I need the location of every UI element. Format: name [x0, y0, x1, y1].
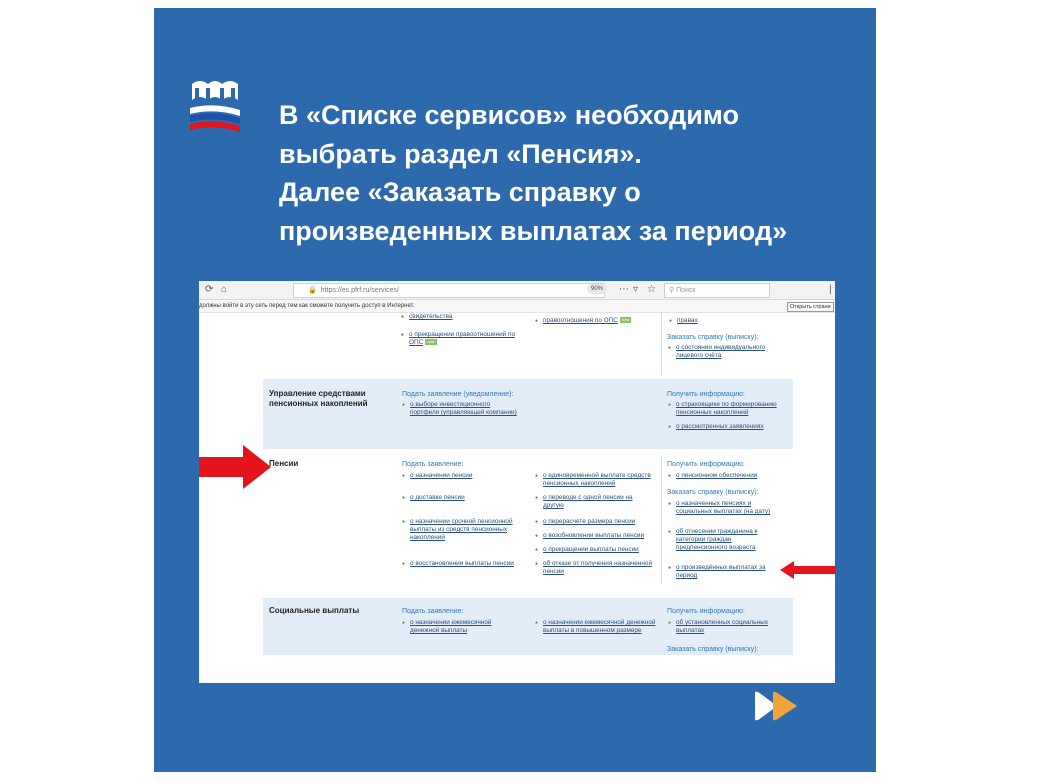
pensions-apply-header: Подать заявление: — [402, 461, 464, 468]
headline-line-2: выбрать раздел «Пенсия». — [279, 138, 642, 169]
section-title-pensions: Пенсии — [269, 459, 299, 468]
savings-apply-header: Подать заявление (уведомление): — [402, 391, 514, 398]
link-investment-portfolio[interactable]: ● о выборе инвестиционного портфеля (управляющей компании) — [410, 401, 520, 417]
more-icon[interactable]: ⋯ — [619, 284, 629, 295]
reload-icon[interactable]: ⟳ — [205, 284, 214, 295]
social-info-header: Получить информацию: — [667, 608, 745, 615]
link-urgent-payment[interactable]: ● о назначении срочной пенсионной выплаты из средств пенсионных накоплений — [410, 518, 530, 542]
library-icon[interactable]: | — [829, 284, 832, 295]
order-statement-header: Заказать справку (выписку): — [667, 334, 759, 341]
headline-line-4: произведенных выплатах за период» — [279, 215, 788, 246]
link-recalculation[interactable]: ● о перерасчете размера пенсии — [543, 518, 653, 526]
zoom-level[interactable]: 90% — [587, 284, 607, 294]
link-rights[interactable]: ● правах — [677, 317, 797, 325]
lock-icon: 🔒 — [308, 287, 317, 294]
slide-headline — [279, 96, 839, 250]
link-assigned-pensions[interactable]: ● о назначенных пенсиях и социальных выплатах (на дату) — [676, 500, 786, 516]
column-divider — [661, 456, 662, 584]
new-badge: new — [621, 317, 630, 323]
link-resume-payment[interactable]: ● о возобновлении выплаты пенсии — [543, 532, 663, 540]
social-order-header: Заказать справку (выписку): — [667, 646, 759, 653]
link-ops-relations[interactable]: ● правоотношения по ОПС new — [543, 317, 663, 325]
pensions-info-header: Получить информацию: — [667, 461, 745, 468]
next-slide-icon[interactable] — [753, 690, 801, 722]
browser-toolbar — [199, 281, 835, 300]
link-restore-payment[interactable]: ● о восстановлении выплаты пенсии — [410, 560, 530, 568]
savings-info-header: Получить информацию: — [667, 391, 745, 398]
search-placeholder: Поиск — [676, 287, 696, 294]
link-pension-provision[interactable]: ● о пенсионном обеспечении — [676, 472, 796, 480]
link-increased-payment[interactable]: ● о назначении ежемесячной денежной выплаты в повышенном размере — [543, 619, 658, 635]
link-reviewed-applications[interactable]: ● о рассмотренных заявлениях — [676, 423, 796, 431]
address-bar[interactable] — [293, 283, 605, 298]
link-termination-ops[interactable]: ● о прекращении правоотношений по ОПС new — [409, 331, 529, 347]
link-lump-sum[interactable]: ● о единовременной выплате средств пенсионных накоплений — [543, 472, 653, 488]
pocket-icon[interactable]: ▿ — [633, 284, 639, 295]
headline-line-3: Далее «Заказать справку о — [279, 177, 641, 207]
section-title-savings: Управление средствами пенсионных накоплений — [269, 389, 368, 408]
search-icon: ⚲ — [669, 287, 675, 294]
column-divider — [661, 312, 662, 376]
link-refuse-pension[interactable]: ● об отказе от получения назначенной пенсии — [543, 560, 653, 576]
link-established-social[interactable]: ● об установленных социальных выплатах — [676, 619, 786, 635]
browser-screenshot — [199, 281, 835, 683]
link-stop-payment[interactable]: ● о прекращении выплаты пенсии — [543, 546, 663, 554]
link-account-status[interactable]: ● о состоянии индивидуального лицевого счёта — [676, 344, 786, 360]
arrow-left-icon — [780, 561, 836, 579]
notice-text: должны войти в эту сеть перед тем как сможете получить доступ в Интернет. — [199, 303, 415, 309]
open-page-button[interactable]: Открыть страни — [787, 302, 834, 312]
slide-edge — [876, 8, 890, 772]
link-pension-assignment[interactable]: ● о назначении пенсии — [410, 472, 520, 480]
link-pension-delivery[interactable]: ● о доставке пенсии — [410, 494, 520, 502]
link-certificate[interactable]: ● свидетельства — [409, 313, 529, 321]
search-input[interactable] — [664, 283, 770, 298]
new-badge: new — [427, 339, 435, 345]
headline-line-1: В «Списке сервисов» необходимо — [279, 100, 739, 130]
link-pre-retirement[interactable]: ● об отнесении гражданина к категории граждан предпенсионного возраста — [676, 528, 776, 552]
home-icon[interactable]: ⌂ — [221, 284, 228, 295]
bookmark-star-icon[interactable]: ☆ — [647, 284, 656, 295]
url-text: https://es.pfrf.ru/services/ — [320, 287, 399, 294]
social-apply-header: Подать заявление: — [402, 608, 464, 615]
link-monthly-payment[interactable]: ● о назначении ежемесячной денежной выплаты — [410, 619, 510, 635]
captive-portal-notice — [199, 300, 835, 313]
section-title-social: Социальные выплаты — [269, 606, 360, 615]
link-transfer-pension[interactable]: ● о переводе с одной пенсии на другую — [543, 494, 653, 510]
pfr-logo-icon — [186, 76, 244, 136]
link-payments-for-period[interactable]: ● о произведённых выплатах за период — [676, 564, 781, 580]
pensions-order-header: Заказать справку (выписку): — [667, 489, 759, 496]
arrow-right-icon — [199, 445, 271, 489]
link-insurer[interactable]: ● о страховщике по формированию пенсионных накоплений — [676, 401, 796, 417]
